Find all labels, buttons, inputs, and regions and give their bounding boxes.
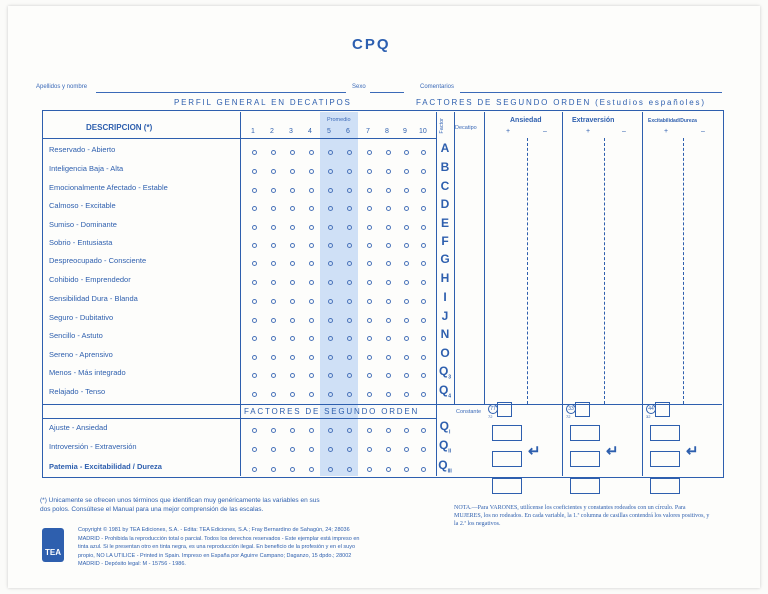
response-bubble[interactable] bbox=[421, 280, 426, 285]
scale-number: 9 bbox=[403, 128, 407, 135]
response-bubble[interactable] bbox=[252, 355, 257, 360]
response-bubble[interactable] bbox=[367, 467, 372, 472]
comments-field[interactable] bbox=[460, 92, 722, 93]
response-bubble[interactable] bbox=[386, 150, 391, 155]
divider bbox=[42, 418, 436, 419]
response-bubble[interactable] bbox=[367, 336, 372, 341]
response-bubble[interactable] bbox=[290, 299, 295, 304]
response-bubble[interactable] bbox=[328, 299, 333, 304]
response-bubble[interactable] bbox=[386, 206, 391, 211]
response-bubble[interactable] bbox=[328, 447, 333, 452]
response-bubble[interactable] bbox=[252, 467, 257, 472]
col-extraversion: Extraversión bbox=[572, 117, 615, 124]
table-row: Seguro - Dubitativo bbox=[49, 313, 114, 322]
table-row: Sumiso - Dominante bbox=[49, 220, 117, 229]
response-bubble[interactable] bbox=[252, 150, 257, 155]
response-bubble[interactable] bbox=[290, 447, 295, 452]
factor-letter: D bbox=[440, 197, 450, 211]
scale-number: 6 bbox=[346, 128, 350, 135]
response-bubble[interactable] bbox=[309, 150, 314, 155]
response-bubble[interactable] bbox=[421, 188, 426, 193]
response-bubble[interactable] bbox=[347, 428, 352, 433]
response-bubble[interactable] bbox=[252, 299, 257, 304]
response-bubble[interactable] bbox=[386, 243, 391, 248]
return-arrow-icon: ↵ bbox=[528, 443, 541, 460]
constant-ansiedad: 77 72 bbox=[488, 404, 498, 420]
response-bubble[interactable] bbox=[386, 225, 391, 230]
response-bubble[interactable] bbox=[367, 243, 372, 248]
response-bubble[interactable] bbox=[367, 299, 372, 304]
divider bbox=[42, 138, 436, 139]
profile-header: PERFIL GENERAL EN DECATIPOS bbox=[174, 98, 352, 107]
response-bubble[interactable] bbox=[386, 392, 391, 397]
factor-letter: $Q_{III}$ bbox=[438, 458, 452, 475]
response-bubble[interactable] bbox=[328, 225, 333, 230]
response-bubble[interactable] bbox=[252, 188, 257, 193]
response-bubble[interactable] bbox=[290, 355, 295, 360]
constant-excitabilidad: 44 32 bbox=[646, 404, 656, 420]
name-label: Apellidos y nombre bbox=[36, 84, 88, 90]
divider bbox=[604, 138, 605, 404]
response-bubble[interactable] bbox=[271, 467, 276, 472]
response-bubble[interactable] bbox=[404, 467, 409, 472]
response-bubble[interactable] bbox=[309, 392, 314, 397]
second-row: Patemia - Excitabilidad / Dureza bbox=[49, 462, 162, 471]
name-field[interactable] bbox=[96, 92, 346, 93]
response-bubble[interactable] bbox=[347, 188, 352, 193]
col-plus: + bbox=[664, 128, 669, 135]
response-bubble[interactable] bbox=[404, 447, 409, 452]
response-bubble[interactable] bbox=[367, 261, 372, 266]
response-bubble[interactable] bbox=[328, 243, 333, 248]
divider bbox=[454, 112, 455, 404]
response-bubble[interactable] bbox=[271, 336, 276, 341]
response-bubble[interactable] bbox=[421, 206, 426, 211]
sum-box[interactable] bbox=[650, 451, 680, 467]
response-bubble[interactable] bbox=[347, 280, 352, 285]
scale-number: 7 bbox=[366, 128, 370, 135]
response-bubble[interactable] bbox=[404, 225, 409, 230]
response-bubble[interactable] bbox=[252, 243, 257, 248]
divider bbox=[562, 112, 563, 476]
response-bubble[interactable] bbox=[421, 447, 426, 452]
response-bubble[interactable] bbox=[347, 373, 352, 378]
response-bubble[interactable] bbox=[367, 206, 372, 211]
scale-number: 2 bbox=[270, 128, 274, 135]
response-bubble[interactable] bbox=[271, 188, 276, 193]
response-bubble[interactable] bbox=[421, 169, 426, 174]
response-bubble[interactable] bbox=[309, 206, 314, 211]
factor-letter: $Q_3$ bbox=[438, 364, 452, 381]
response-bubble[interactable] bbox=[271, 318, 276, 323]
scale-number: 4 bbox=[308, 128, 312, 135]
response-bubble[interactable] bbox=[347, 355, 352, 360]
response-bubble[interactable] bbox=[252, 169, 257, 174]
response-bubble[interactable] bbox=[271, 447, 276, 452]
average-band bbox=[320, 112, 358, 476]
second-row: Ajuste - Ansiedad bbox=[49, 423, 108, 432]
response-bubble[interactable] bbox=[367, 169, 372, 174]
response-bubble[interactable] bbox=[271, 150, 276, 155]
response-bubble[interactable] bbox=[421, 261, 426, 266]
response-bubble[interactable] bbox=[328, 150, 333, 155]
copyright: Copyright © 1981 by TEA Ediciones, S.A. - Edita: TEA Ediciones, S.A.; Fray Bernardino de Sahagún, 24; 28036 MADRID - Prohibida la reproducción total o parcial. Todos los derechos reservados - Este ejemplar está impreso en tinta azul. Si le presentan otro en tinta negra, es una reproducción ilegal. En beneficio de la profesión y en el suyo propio, NO LA UTILICE - Printed in Spain. Impreso en España por Aguirre Campano; Daganzo, 15 dpdo.; 28002 MADRID - Depósito legal: M - 15756 - 1986. bbox=[78, 527, 360, 567]
factor-letter: A bbox=[440, 141, 450, 155]
table-row: Reservado - Abierto bbox=[49, 145, 116, 154]
response-bubble[interactable] bbox=[309, 428, 314, 433]
response-bubble[interactable] bbox=[404, 188, 409, 193]
response-bubble[interactable] bbox=[290, 428, 295, 433]
scale-number: 1 bbox=[251, 128, 255, 135]
response-bubble[interactable] bbox=[252, 392, 257, 397]
sex-label: Sexo bbox=[352, 84, 366, 90]
scale-number: 8 bbox=[385, 128, 389, 135]
return-arrow-icon: ↵ bbox=[606, 443, 619, 460]
response-bubble[interactable] bbox=[290, 243, 295, 248]
response-bubble[interactable] bbox=[347, 447, 352, 452]
sum-box[interactable] bbox=[570, 451, 600, 467]
response-bubble[interactable] bbox=[404, 392, 409, 397]
factor-letter: N bbox=[440, 327, 450, 341]
table-row: Inteligencia Baja - Alta bbox=[49, 164, 124, 173]
factor-letter: E bbox=[440, 216, 449, 230]
response-bubble[interactable] bbox=[386, 467, 391, 472]
response-bubble[interactable] bbox=[309, 299, 314, 304]
response-bubble[interactable] bbox=[309, 447, 314, 452]
factor-letter: H bbox=[440, 271, 450, 285]
table-row: Sensibilidad Dura - Blanda bbox=[49, 294, 138, 303]
response-bubble[interactable] bbox=[271, 280, 276, 285]
response-bubble[interactable] bbox=[367, 280, 372, 285]
factor-letter: $Q_4$ bbox=[438, 383, 452, 400]
response-bubble[interactable] bbox=[347, 318, 352, 323]
response-bubble[interactable] bbox=[252, 373, 257, 378]
response-bubble[interactable] bbox=[404, 243, 409, 248]
factor-label: Factor bbox=[439, 118, 445, 134]
response-bubble[interactable] bbox=[421, 336, 426, 341]
response-bubble[interactable] bbox=[290, 169, 295, 174]
response-bubble[interactable] bbox=[328, 206, 333, 211]
response-bubble[interactable] bbox=[421, 225, 426, 230]
response-bubble[interactable] bbox=[386, 447, 391, 452]
scale-number: 5 bbox=[327, 128, 331, 135]
response-bubble[interactable] bbox=[328, 428, 333, 433]
response-bubble[interactable] bbox=[309, 261, 314, 266]
col-minus: – bbox=[543, 128, 547, 135]
divider bbox=[484, 112, 485, 404]
response-bubble[interactable] bbox=[309, 188, 314, 193]
response-bubble[interactable] bbox=[328, 280, 333, 285]
response-bubble[interactable] bbox=[386, 169, 391, 174]
response-bubble[interactable] bbox=[367, 447, 372, 452]
response-bubble[interactable] bbox=[386, 373, 391, 378]
response-bubble[interactable] bbox=[386, 428, 391, 433]
response-bubble[interactable] bbox=[252, 280, 257, 285]
response-bubble[interactable] bbox=[252, 336, 257, 341]
sum-box[interactable] bbox=[492, 425, 522, 441]
response-bubble[interactable] bbox=[252, 447, 257, 452]
response-bubble[interactable] bbox=[290, 206, 295, 211]
factor-letter: I bbox=[443, 290, 447, 304]
table-row: Sencillo - Astuto bbox=[49, 331, 103, 340]
divider bbox=[527, 138, 528, 404]
response-bubble[interactable] bbox=[347, 206, 352, 211]
response-bubble[interactable] bbox=[252, 261, 257, 266]
response-bubble[interactable] bbox=[271, 428, 276, 433]
col-minus: – bbox=[622, 128, 626, 135]
return-arrow-icon: ↵ bbox=[686, 443, 699, 460]
response-bubble[interactable] bbox=[404, 150, 409, 155]
response-bubble[interactable] bbox=[386, 336, 391, 341]
response-bubble[interactable] bbox=[404, 355, 409, 360]
response-bubble[interactable] bbox=[404, 261, 409, 266]
response-bubble[interactable] bbox=[367, 225, 372, 230]
response-bubble[interactable] bbox=[404, 428, 409, 433]
table-row: Despreocupado - Consciente bbox=[49, 256, 147, 265]
response-bubble[interactable] bbox=[404, 299, 409, 304]
sum-box[interactable] bbox=[492, 451, 522, 467]
response-bubble[interactable] bbox=[421, 373, 426, 378]
response-bubble[interactable] bbox=[290, 188, 295, 193]
sum-box[interactable] bbox=[570, 425, 600, 441]
response-bubble[interactable] bbox=[347, 150, 352, 155]
response-bubble[interactable] bbox=[309, 243, 314, 248]
tea-logo: TEA bbox=[42, 528, 64, 562]
response-bubble[interactable] bbox=[367, 428, 372, 433]
response-bubble[interactable] bbox=[386, 280, 391, 285]
result-box[interactable] bbox=[492, 478, 522, 494]
response-bubble[interactable] bbox=[421, 428, 426, 433]
factor-letter: J bbox=[441, 309, 449, 323]
response-bubble[interactable] bbox=[309, 169, 314, 174]
response-bubble[interactable] bbox=[421, 243, 426, 248]
response-bubble[interactable] bbox=[309, 355, 314, 360]
response-bubble[interactable] bbox=[421, 318, 426, 323]
average-label: Promedio bbox=[327, 117, 351, 123]
response-bubble[interactable] bbox=[421, 299, 426, 304]
response-bubble[interactable] bbox=[271, 373, 276, 378]
response-bubble[interactable] bbox=[404, 169, 409, 174]
table-row: Emocionalmente Afectado - Estable bbox=[49, 183, 168, 192]
response-bubble[interactable] bbox=[347, 467, 352, 472]
response-bubble[interactable] bbox=[421, 150, 426, 155]
response-bubble[interactable] bbox=[367, 373, 372, 378]
response-bubble[interactable] bbox=[290, 318, 295, 323]
response-bubble[interactable] bbox=[328, 188, 333, 193]
response-bubble[interactable] bbox=[347, 392, 352, 397]
response-bubble[interactable] bbox=[309, 225, 314, 230]
response-bubble[interactable] bbox=[252, 225, 257, 230]
response-bubble[interactable] bbox=[309, 336, 314, 341]
factor-letter: G bbox=[440, 252, 450, 266]
response-bubble[interactable] bbox=[386, 318, 391, 323]
response-bubble[interactable] bbox=[309, 318, 314, 323]
response-bubble[interactable] bbox=[309, 280, 314, 285]
factor-letter: O bbox=[440, 346, 450, 360]
col-plus: + bbox=[586, 128, 591, 135]
col-minus: – bbox=[701, 128, 705, 135]
response-bubble[interactable] bbox=[404, 206, 409, 211]
response-bubble[interactable] bbox=[271, 243, 276, 248]
response-bubble[interactable] bbox=[328, 373, 333, 378]
response-bubble[interactable] bbox=[404, 336, 409, 341]
col-ansiedad: Ansiedad bbox=[510, 117, 542, 124]
response-bubble[interactable] bbox=[309, 467, 314, 472]
response-bubble[interactable] bbox=[328, 467, 333, 472]
response-bubble[interactable] bbox=[347, 261, 352, 266]
response-bubble[interactable] bbox=[421, 355, 426, 360]
response-bubble[interactable] bbox=[328, 355, 333, 360]
response-bubble[interactable] bbox=[309, 373, 314, 378]
response-bubble[interactable] bbox=[328, 169, 333, 174]
response-bubble[interactable] bbox=[271, 355, 276, 360]
scale-number: 3 bbox=[289, 128, 293, 135]
response-bubble[interactable] bbox=[328, 261, 333, 266]
response-bubble[interactable] bbox=[252, 318, 257, 323]
response-bubble[interactable] bbox=[347, 243, 352, 248]
description-header: DESCRIPCION (*) bbox=[86, 123, 153, 132]
response-bubble[interactable] bbox=[271, 392, 276, 397]
response-bubble[interactable] bbox=[404, 373, 409, 378]
decatipo-label: Decatipo bbox=[455, 125, 477, 131]
table-row: Sereno - Aprensivo bbox=[49, 350, 113, 359]
footnote: (*) Unicamente se ofrecen unos términos que identifican muy genéricamente las variables en sus dos polos. Consúltese el Manual para una mejor comprensión de las escalas. bbox=[40, 497, 320, 513]
divider bbox=[642, 112, 643, 476]
table-row: Menos - Más integrado bbox=[49, 368, 126, 377]
second-row: Introversión - Extraversión bbox=[49, 442, 137, 451]
response-bubble[interactable] bbox=[386, 261, 391, 266]
response-bubble[interactable] bbox=[290, 373, 295, 378]
response-bubble[interactable] bbox=[290, 392, 295, 397]
factor-letter: $Q_{II}$ bbox=[438, 438, 452, 455]
divider bbox=[683, 138, 684, 404]
response-bubble[interactable] bbox=[404, 318, 409, 323]
factor-letter: C bbox=[440, 179, 450, 193]
factor-letter: F bbox=[441, 234, 449, 248]
response-bubble[interactable] bbox=[347, 169, 352, 174]
response-bubble[interactable] bbox=[367, 188, 372, 193]
response-bubble[interactable] bbox=[271, 206, 276, 211]
response-bubble[interactable] bbox=[347, 225, 352, 230]
response-bubble[interactable] bbox=[367, 355, 372, 360]
response-bubble[interactable] bbox=[271, 169, 276, 174]
response-bubble[interactable] bbox=[271, 299, 276, 304]
result-box[interactable] bbox=[650, 478, 680, 494]
response-bubble[interactable] bbox=[367, 392, 372, 397]
table-row: Cohibido - Emprendedor bbox=[49, 275, 131, 284]
response-bubble[interactable] bbox=[271, 261, 276, 266]
second-order-header: FACTORES DE SEGUNDO ORDEN (Estudios españoles) bbox=[416, 98, 706, 107]
second-order-title: FACTORES DE SEGUNDO ORDEN bbox=[244, 407, 420, 416]
response-bubble[interactable] bbox=[347, 336, 352, 341]
response-bubble[interactable] bbox=[328, 392, 333, 397]
page-title: CPQ bbox=[352, 36, 391, 53]
constant-extraversion: 33 72 bbox=[566, 404, 576, 420]
response-bubble[interactable] bbox=[290, 150, 295, 155]
factor-letter: $Q_I$ bbox=[439, 419, 451, 436]
response-bubble[interactable] bbox=[271, 225, 276, 230]
divider bbox=[42, 404, 722, 405]
response-bubble[interactable] bbox=[404, 280, 409, 285]
response-bubble[interactable] bbox=[367, 150, 372, 155]
nota: NOTA.—Para VARONES, utilícense los coeficientes y constantes rodeados con un círculo. Para MUJERES, los no rodeados. En cada variable, la 1.ª columna de casillas contendrá los valores positivos, y la 2.ª los negativos. bbox=[454, 505, 710, 527]
response-bubble[interactable] bbox=[421, 467, 426, 472]
response-bubble[interactable] bbox=[290, 280, 295, 285]
response-bubble[interactable] bbox=[386, 355, 391, 360]
col-excitabilidad: Excitabilidad/Dureza bbox=[648, 118, 697, 124]
response-bubble[interactable] bbox=[252, 428, 257, 433]
table-row: Relajado - Tenso bbox=[49, 387, 106, 396]
response-bubble[interactable] bbox=[386, 299, 391, 304]
response-bubble[interactable] bbox=[347, 299, 352, 304]
response-bubble[interactable] bbox=[328, 318, 333, 323]
response-bubble[interactable] bbox=[290, 467, 295, 472]
scale-number: 10 bbox=[419, 128, 427, 135]
response-bubble[interactable] bbox=[386, 188, 391, 193]
response-bubble[interactable] bbox=[421, 392, 426, 397]
divider bbox=[240, 112, 241, 476]
factor-letter: B bbox=[440, 160, 450, 174]
response-bubble[interactable] bbox=[290, 261, 295, 266]
response-bubble[interactable] bbox=[290, 225, 295, 230]
table-row: Calmoso - Excitable bbox=[49, 201, 116, 210]
result-box[interactable] bbox=[570, 478, 600, 494]
table-row: Sobrio - Entusiasta bbox=[49, 238, 113, 247]
comments-label: Comentarios bbox=[420, 84, 455, 90]
response-bubble[interactable] bbox=[328, 336, 333, 341]
response-bubble[interactable] bbox=[252, 206, 257, 211]
constant-label: Constante bbox=[456, 409, 482, 415]
response-bubble[interactable] bbox=[290, 336, 295, 341]
col-plus: + bbox=[506, 128, 511, 135]
sex-field[interactable] bbox=[370, 92, 404, 93]
sum-box[interactable] bbox=[650, 425, 680, 441]
response-bubble[interactable] bbox=[367, 318, 372, 323]
